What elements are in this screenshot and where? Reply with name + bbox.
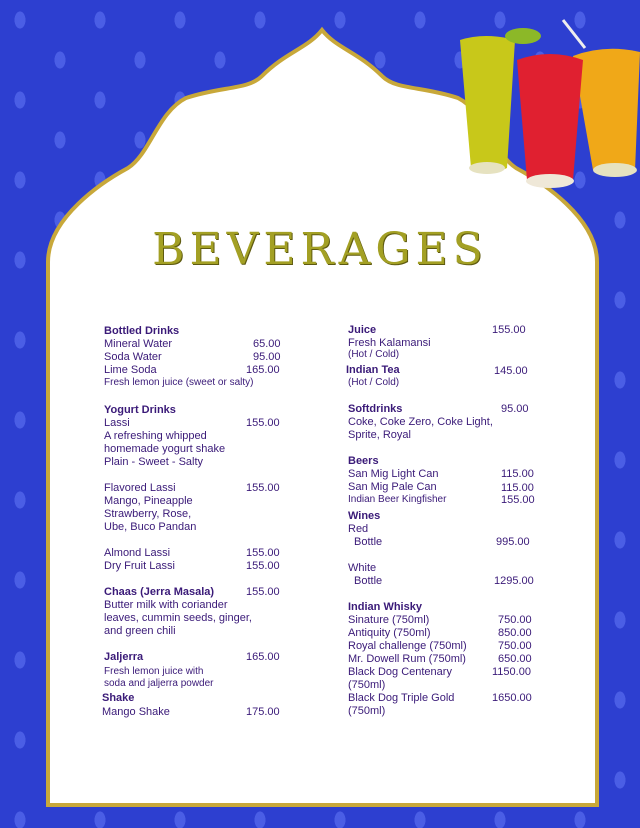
menu-price: 155.00 [501, 494, 535, 506]
menu-item: (750ml) [348, 705, 386, 717]
menu-price: 115.00 [501, 482, 534, 494]
menu-item: Lime Soda [104, 364, 157, 376]
menu-item: Bottle [354, 536, 383, 548]
page-title: BEVERAGES [152, 224, 488, 275]
section-heading: Bottled Drinks [104, 325, 180, 337]
menu-price: 750.00 [498, 614, 532, 626]
menu-price: 155.00 [492, 324, 526, 336]
menu-item: Red [348, 523, 369, 535]
section-heading: Shake [102, 692, 135, 704]
section-heading: Indian Tea [346, 364, 400, 376]
menu-item-description: and green chili [104, 625, 176, 637]
menu-item-description: Plain - Sweet - Salty [104, 456, 204, 468]
menu-item: Indian Beer Kingfisher [348, 494, 447, 505]
menu-item-description: Ube, Buco Pandan [104, 521, 197, 533]
menu-item: Antiquity (750ml) [348, 627, 431, 639]
menu-item: Mineral Water [104, 338, 173, 350]
menu-item: Bottle [354, 575, 383, 587]
section-heading: Beers [348, 455, 379, 467]
menu-price: 1295.00 [494, 575, 534, 587]
menu-item-description: Butter milk with coriander [104, 599, 228, 611]
menu-item: San Mig Light Can [348, 468, 439, 480]
section-heading: Juice [348, 324, 377, 336]
menu-price: 1650.00 [492, 692, 532, 704]
menu-price: 95.00 [501, 403, 529, 415]
menu-item: Lassi [104, 417, 130, 429]
menu-item: Sprite, Royal [348, 429, 411, 441]
menu-item: Coke, Coke Zero, Coke Light, [348, 416, 493, 428]
menu-item-description: Fresh lemon juice with [104, 666, 204, 677]
menu-price: 145.00 [494, 365, 528, 377]
menu-price: 750.00 [498, 640, 532, 652]
menu-price: 995.00 [496, 536, 530, 548]
menu-item: Flavored Lassi [104, 482, 176, 494]
menu-price: 115.00 [501, 468, 534, 480]
menu-item: Royal challenge (750ml) [348, 640, 467, 652]
menu-price: 155.00 [246, 482, 280, 494]
menu-item-note: (Hot / Cold) [348, 349, 400, 360]
menu-item-description: soda and jaljerra powder [104, 678, 214, 689]
menu-item: San Mig Pale Can [348, 481, 437, 493]
section-heading: Wines [348, 510, 381, 522]
section-heading: Yogurt Drinks [104, 404, 176, 416]
section-heading: Softdrinks [348, 403, 403, 415]
menu-price: 155.00 [246, 560, 280, 572]
menu-price: 65.00 [253, 338, 281, 350]
menu-item: Black Dog Centenary [348, 666, 452, 678]
menu-item-description: A refreshing whipped [104, 430, 207, 442]
menu-item-description: homemade yogurt shake [104, 443, 226, 455]
menu-price: 155.00 [246, 547, 280, 559]
menu-price: 165.00 [246, 364, 280, 376]
menu-item: Mr. Dowell Rum (750ml) [348, 653, 466, 665]
section-heading: Indian Whisky [348, 601, 422, 613]
menu-item: Soda Water [104, 351, 162, 363]
menu-item: Black Dog Triple Gold [348, 692, 455, 704]
menu-item-description: Fresh lemon juice (sweet or salty) [104, 377, 254, 388]
menu-item-description: Strawberry, Rose, [104, 508, 192, 520]
menu-item: Mango Shake [102, 706, 170, 718]
menu-price: 155.00 [246, 417, 280, 429]
three-smoothie-glasses-image [455, 18, 640, 193]
menu-price: 650.00 [498, 653, 532, 665]
menu-item: (750ml) [348, 679, 386, 691]
menu-item-note: (Hot / Cold) [348, 377, 400, 388]
menu-price: 850.00 [498, 627, 532, 639]
menu-item-description: Mango, Pineapple [104, 495, 193, 507]
section-heading: Jaljerra [104, 651, 144, 663]
menu-price: 1150.00 [492, 666, 531, 678]
section-heading: Chaas (Jerra Masala) [104, 586, 215, 598]
menu-item: Sinature (750ml) [348, 614, 430, 626]
menu-item: Dry Fruit Lassi [104, 560, 175, 572]
menu-price: 95.00 [253, 351, 281, 363]
menu-item: Almond Lassi [104, 547, 171, 559]
menu-item-description: leaves, cummin seeds, ginger, [104, 612, 252, 624]
menu-item: White [348, 562, 377, 574]
menu-price: 155.00 [246, 586, 280, 598]
menu-price: 175.00 [246, 706, 280, 718]
menu-price: 165.00 [246, 651, 280, 663]
menu-item: Fresh Kalamansi [348, 337, 431, 349]
